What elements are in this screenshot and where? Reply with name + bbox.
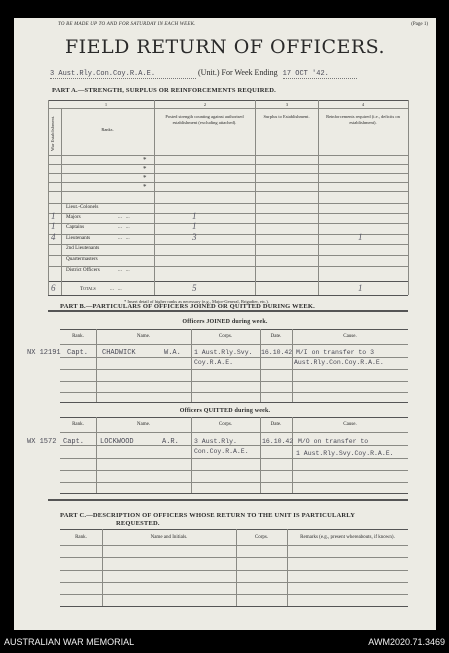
joined-rank: Capt. bbox=[67, 349, 89, 357]
joined-officer-number: NX 12191 bbox=[27, 349, 61, 357]
quitted-rank-header: Rank. bbox=[72, 422, 84, 427]
part-b-heading: PART B.—PARTICULARS OF OFFICERS JOINED OR QUITTED DURING WEEK. bbox=[60, 303, 316, 310]
footer-accession-number: AWM2020.71.3469 bbox=[368, 637, 445, 647]
posted-value: 1 bbox=[192, 221, 197, 231]
rank-label: District Officers bbox=[66, 267, 100, 273]
joined-name-header: Name. bbox=[136, 334, 151, 339]
quitted-corps-line1: 3 Aust.Rly. bbox=[194, 438, 237, 445]
week-ending-value: 17 OCT '42. bbox=[283, 70, 357, 79]
reinforcements-header: Reinforcements required (i.e., deficits on establishment). bbox=[326, 114, 400, 125]
quitted-officer-number: WX 1572 bbox=[27, 438, 57, 446]
col-number-3: 3 bbox=[285, 102, 289, 107]
quitted-corps-header: Corps. bbox=[218, 422, 233, 427]
total-reinforcements: 1 bbox=[358, 283, 363, 293]
col-number-2: 2 bbox=[203, 102, 207, 107]
unit-line bbox=[50, 68, 357, 79]
quitted-cause-header: Cause. bbox=[343, 422, 357, 427]
quitted-title: Officers QUITTED during week. bbox=[179, 408, 271, 414]
joined-initials: W.A. bbox=[164, 349, 181, 357]
joined-title: Officers JOINED during week. bbox=[182, 319, 268, 325]
rank-label: Captains bbox=[66, 224, 85, 230]
quitted-rank: Capt. bbox=[63, 438, 85, 446]
total-posted: 5 bbox=[192, 283, 197, 293]
asterisk: * bbox=[143, 183, 147, 191]
reinforcements-value: 1 bbox=[358, 232, 363, 242]
joined-cause-line2: Aust.Rly.Con.Coy.R.A.E. bbox=[294, 359, 384, 366]
joined-cause-header: Cause. bbox=[343, 334, 357, 339]
quitted-date-header: Date. bbox=[270, 422, 282, 427]
document-page: TO BE MADE UP TO AND FOR SATURDAY IN EACH WEEK. (Page 1) FIELD RETURN OF OFFICERS. 3 Aust.Rly.Con.Coy.R.A.E. (Unit.) For Week Ending 17 OCT '42. PART A.—STRENGTH, SURPLUS OR REINFORCEMENTS REQUIRED. 1 2 3 4 War Establishment. Ranks. Posted strength counting against authorised establishment (excluding attached). Surplus to Establishment. Reinforcements required (i.e., deficits on establishment). * * * * Lieut.-Colonels Majors Captains Lieutenants 2nd Lieutenants Quartermasters District Officers ... ... ... ... ... ... ... ... 1 1 4 1 1 3 1 6 Totals ... ... 5 1 * Insert detail of higher ranks as necessary (e.g., Major-General, Brigadier, etc.). PART B.—PARTICULARS OF OFFICERS JOINED OR QUITTED DURING WEEK. Officers JOINED during week. Rank. Name. Corps. Date. Cause. NX 12191 Capt. CHADWICK W.A. 1 Aust.Rly.Svy. Coy.R.A.E. 16.10.42 M/I on transfer to 3 Aust.Rly.Con.Coy.R.A.E. Officers QUITTED during week. Rank. Name. Corps. Date. Cause. WX 1572 Capt. LOCKWOOD A.R. 3 Aust.Rly. Con.Coy.R.A.E. 16.10.42 M/O on transfer to 1 Aust.Rly.Svy.Coy.R.A.E. PART C.—DESCRIPTION OF OFFICERS WHOSE RETURN TO THE UNIT IS PARTICULARLY REQUESTED. Rank. Name and Initials. Corps. Remarks (e.g., present whereabouts, if known). bbox=[14, 18, 436, 630]
quitted-date: 16.10.42 bbox=[262, 438, 294, 445]
posted-value: 1 bbox=[192, 211, 197, 221]
joined-corps-line1: 1 Aust.Rly.Svy. bbox=[194, 349, 253, 356]
part-c-rank-header: Rank. bbox=[75, 535, 87, 540]
asterisk: * bbox=[143, 156, 147, 164]
total-war-establishment: 6 bbox=[51, 283, 56, 293]
totals-label: Totals bbox=[80, 286, 96, 292]
rank-label: Lieut.-Colonels bbox=[66, 204, 99, 210]
joined-date-header: Date. bbox=[270, 334, 282, 339]
asterisk: * bbox=[143, 165, 147, 173]
posted-strength-header: Posted strength counting against authorised establishment (excluding attached). bbox=[165, 114, 244, 125]
part-a-heading: PART A.—STRENGTH, SURPLUS OR REINFORCEMENTS REQUIRED. bbox=[52, 87, 276, 94]
ranks-header: Ranks. bbox=[101, 127, 114, 132]
col-number-4: 4 bbox=[361, 102, 365, 107]
rank-label: Majors bbox=[66, 214, 81, 220]
rank-label: Quartermasters bbox=[66, 256, 98, 262]
asterisk: * bbox=[143, 174, 147, 182]
quitted-name-header: Name. bbox=[136, 422, 151, 427]
joined-rank-header: Rank. bbox=[72, 334, 84, 339]
quitted-name: LOCKWOOD bbox=[100, 438, 134, 446]
col-number-1: 1 bbox=[104, 102, 108, 107]
joined-name: CHADWICK bbox=[102, 349, 136, 357]
quitted-cause-line1: M/O on transfer to bbox=[298, 438, 369, 445]
part-c-heading-line1: PART C.—DESCRIPTION OF OFFICERS WHOSE RETURN TO THE UNIT IS PARTICULARLY bbox=[60, 512, 356, 519]
war-establishment-value: 4 bbox=[51, 232, 56, 242]
surplus-header: Surplus to Establishment. bbox=[263, 114, 310, 119]
joined-cause-line1: M/I on transfer to 3 bbox=[296, 349, 375, 356]
quitted-initials: A.R. bbox=[162, 438, 179, 446]
joined-date: 16.10.42 bbox=[261, 349, 293, 356]
unit-label: (Unit.) For Week Ending bbox=[198, 68, 278, 77]
rank-label: Lieutenants bbox=[66, 235, 91, 241]
rank-label: 2nd Lieutenants bbox=[66, 245, 100, 251]
joined-corps-line2: Coy.R.A.E. bbox=[194, 359, 234, 366]
part-c-corps-header: Corps. bbox=[254, 535, 269, 540]
unit-value: 3 Aust.Rly.Con.Coy.R.A.E. bbox=[50, 70, 196, 79]
war-establishment-label: War Establishment. bbox=[50, 115, 55, 151]
footnote: * Insert detail of higher ranks as necessary (e.g., Major-General, Brigadier, etc.). bbox=[124, 299, 269, 304]
page-reference: (Page 1) bbox=[411, 22, 428, 27]
footer-institution: AUSTRALIAN WAR MEMORIAL bbox=[4, 637, 135, 647]
posted-value: 3 bbox=[192, 232, 197, 242]
top-note: TO BE MADE UP TO AND FOR SATURDAY IN EACH WEEK. bbox=[58, 22, 196, 27]
part-c-remarks-header: Remarks (e.g., present whereabouts, if known). bbox=[300, 535, 395, 540]
part-c-heading-line2: REQUESTED. bbox=[116, 520, 160, 527]
war-establishment-value: 1 bbox=[51, 211, 56, 221]
joined-corps-header: Corps. bbox=[218, 334, 233, 339]
part-c-name-header: Name and Initials. bbox=[150, 535, 188, 540]
form-title: FIELD RETURN OF OFFICERS. bbox=[64, 36, 386, 58]
quitted-cause-line2: 1 Aust.Rly.Svy.Coy.R.A.E. bbox=[296, 450, 394, 457]
war-establishment-value: 1 bbox=[51, 221, 56, 231]
quitted-corps-line2: Con.Coy.R.A.E. bbox=[194, 448, 249, 455]
